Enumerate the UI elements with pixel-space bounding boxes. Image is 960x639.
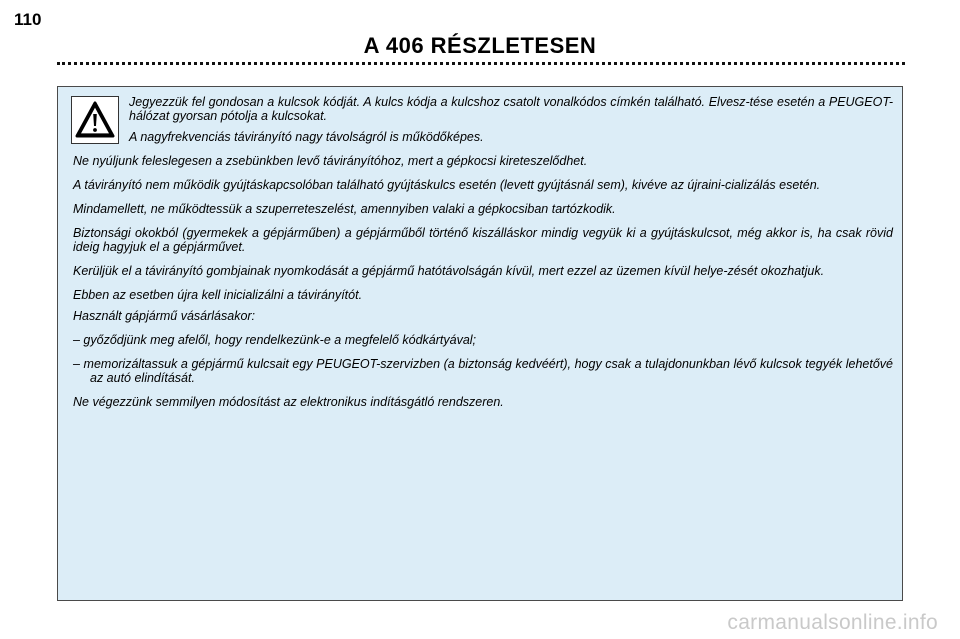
body-paragraph: Ebben az esetben újra kell inicializálni a távirányítót. <box>73 288 363 302</box>
body-paragraph: Mindamellett, ne működtessük a szuperreteszelést, amennyiben valaki a gépkocsiban tartózkodik. <box>73 202 616 216</box>
dotted-divider <box>57 62 905 65</box>
body-paragraph: Ne végezzünk semmilyen módosítást az elektronikus indításgátló rendszeren. <box>73 395 504 409</box>
list-item: – memorizáltassuk a gépjármű kulcsait egy PEUGEOT-szervizben (a biztonság kedvéért), hogy csak a tulajdonunkban lévő kulcsok tegyék lehetővé az autó elindítását. <box>73 357 893 385</box>
warning-paragraph: Jegyezzük fel gondosan a kulcsok kódját. A kulcs kódja a kulcshoz csatolt vonalkódos címkén található. Elvesz-tése esetén a PEUGEOT-hálózat gyorsan pótolja a kulcsokat. <box>129 95 893 123</box>
page-number: 110 <box>14 10 42 29</box>
body-paragraph: Ne nyúljunk feleslegesen a zsebünkben levő távirányítóhoz, mert a gépkocsi kireteszelődhet. <box>73 154 588 168</box>
warning-paragraph: A nagyfrekvenciás távirányító nagy távolságról is működőképes. <box>129 130 484 144</box>
list-item: – győződjünk meg afelől, hogy rendelkezünk-e a megfelelő kódkártyával; <box>73 333 477 347</box>
text-area <box>73 95 893 419</box>
body-paragraph: Biztonsági okokból (gyermekek a gépjárműben) a gépjárműből történő kiszálláskor mindig vegyük ki a gyújtáskulcsot, még akkor is, ha csak rövid ideig hagyjuk el a gépjárművet. <box>73 226 893 254</box>
body-paragraph: Kerüljük el a távirányító gombjainak nyomkodását a gépjármű hatótávolságán kívül, mert ezzel az üzemen kívül helye-zését okozhatjuk. <box>73 264 825 278</box>
page-title: A 406 RÉSZLETESEN <box>363 33 597 58</box>
content-box <box>57 86 903 601</box>
watermark-text: carmanualsonline.info <box>727 611 938 634</box>
body-paragraph: Használt gápjármű vásárlásakor: <box>73 309 256 323</box>
body-paragraph: A távirányító nem működik gyújtáskapcsolóban található gyújtáskulcs esetén (levett gyújtásnál sem), kivéve az újraini-cializálás esetén. <box>73 178 821 192</box>
